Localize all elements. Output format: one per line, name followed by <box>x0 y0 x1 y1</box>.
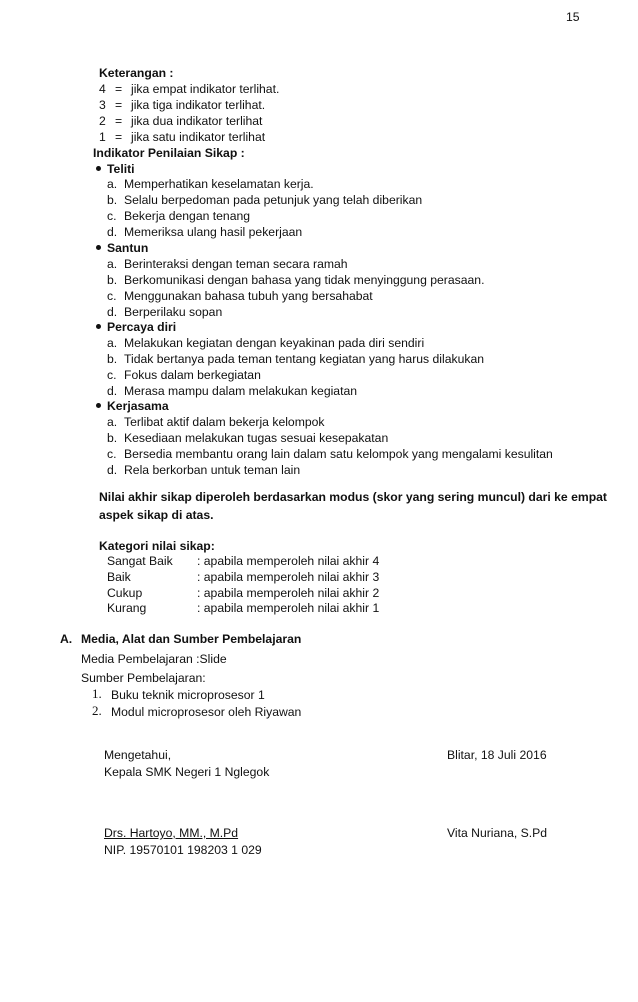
keterangan-equals: = <box>115 82 123 96</box>
kategori-label: Sangat Baik <box>107 554 173 568</box>
keterangan-text: jika satu indikator terlihat <box>131 130 266 144</box>
mengetahui-label: Mengetahui, <box>104 748 172 762</box>
section-heading: Media, Alat dan Sumber Pembelajaran <box>81 632 302 646</box>
signatory-right-name: Vita Nuriana, S.Pd <box>447 826 548 840</box>
item-letter: d. <box>107 305 118 319</box>
item-letter: c. <box>107 209 117 223</box>
indikator-item: Rela berkorban untuk teman lain <box>124 463 301 477</box>
source-number: 2. <box>92 703 102 718</box>
indikator-item: Memperhatikan keselamatan kerja. <box>124 177 314 191</box>
kategori-desc: : apabila memperoleh nilai akhir 4 <box>197 554 380 568</box>
indikator-item: Melakukan kegiatan dengan keyakinan pada diri sendiri <box>124 336 425 350</box>
place-date: Blitar, 18 Juli 2016 <box>447 748 547 762</box>
indikator-item: Kesediaan melakukan tugas sesuai kesepakatan <box>124 431 389 445</box>
keterangan-equals: = <box>115 130 123 144</box>
kepala-label: Kepala SMK Negeri 1 Nglegok <box>104 765 270 779</box>
kategori-desc: : apabila memperoleh nilai akhir 3 <box>197 570 380 584</box>
indikator-item: Memeriksa ulang hasil pekerjaan <box>124 225 303 239</box>
kategori-title: Kategori nilai sikap: <box>99 539 215 553</box>
section-letter: A. <box>60 632 73 646</box>
keterangan-text: jika empat indikator terlihat. <box>131 82 280 96</box>
source-item: Buku teknik microprosesor 1 <box>111 688 265 702</box>
item-letter: c. <box>107 368 117 382</box>
item-letter: a. <box>107 257 118 271</box>
kategori-label: Cukup <box>107 586 143 600</box>
indikator-item: Berperilaku sopan <box>124 305 223 319</box>
kategori-desc: : apabila memperoleh nilai akhir 2 <box>197 586 380 600</box>
item-letter: a. <box>107 177 118 191</box>
indikator-item: Bekerja dengan tenang <box>124 209 251 223</box>
item-letter: d. <box>107 463 118 477</box>
keterangan-number: 4 <box>99 82 106 96</box>
item-letter: d. <box>107 384 118 398</box>
indikator-item: Tidak bertanya pada teman tentang kegiatan yang harus dilakukan <box>124 352 485 366</box>
keterangan-text: jika dua indikator terlihat <box>131 114 263 128</box>
group-heading-santun: Santun <box>96 240 148 256</box>
signatory-left-name: Drs. Hartoyo, MM., M.Pd <box>104 826 239 840</box>
sumber-line: Sumber Pembelajaran: <box>81 671 206 685</box>
indikator-item: Berinteraksi dengan teman secara ramah <box>124 257 348 271</box>
kategori-desc: : apabila memperoleh nilai akhir 1 <box>197 601 380 615</box>
item-letter: b. <box>107 193 118 207</box>
item-letter: a. <box>107 415 118 429</box>
signatory-left-nip: NIP. 19570101 198203 1 029 <box>104 843 262 857</box>
nilai-akhir-line-1: Nilai akhir sikap diperoleh berdasarkan modus (skor yang sering muncul) dari ke empat <box>99 490 607 504</box>
indikator-item: Merasa mampu dalam melakukan kegiatan <box>124 384 358 398</box>
item-letter: a. <box>107 336 118 350</box>
group-heading-teliti: Teliti <box>96 161 135 177</box>
media-line: Media Pembelajaran :Slide <box>81 652 227 666</box>
source-item: Modul microprosesor oleh Riyawan <box>111 705 302 719</box>
page-number: 15 <box>566 10 580 24</box>
item-letter: d. <box>107 225 118 239</box>
keterangan-number: 2 <box>99 114 106 128</box>
indikator-item: Menggunakan bahasa tubuh yang bersahabat <box>124 289 373 303</box>
item-letter: b. <box>107 431 118 445</box>
kategori-label: Kurang <box>107 601 147 615</box>
keterangan-number: 3 <box>99 98 106 112</box>
indikator-item: Bersedia membantu orang lain dalam satu kelompok yang mengalami kesulitan <box>124 447 553 461</box>
item-letter: c. <box>107 447 117 461</box>
indikator-title: Indikator Penilaian Sikap : <box>93 146 245 160</box>
keterangan-equals: = <box>115 98 123 112</box>
item-letter: b. <box>107 352 118 366</box>
item-letter: c. <box>107 289 117 303</box>
keterangan-equals: = <box>115 114 123 128</box>
indikator-item: Berkomunikasi dengan bahasa yang tidak menyinggung perasaan. <box>124 273 485 287</box>
keterangan-text: jika tiga indikator terlihat. <box>131 98 266 112</box>
kategori-label: Baik <box>107 570 131 584</box>
indikator-item: Terlibat aktif dalam bekerja kelompok <box>124 415 325 429</box>
nilai-akhir-line-2: aspek sikap di atas. <box>99 508 214 522</box>
indikator-item: Fokus dalam berkegiatan <box>124 368 261 382</box>
keterangan-title: Keterangan : <box>99 66 174 80</box>
source-number: 1. <box>92 686 102 701</box>
keterangan-number: 1 <box>99 130 106 144</box>
item-letter: b. <box>107 273 118 287</box>
indikator-item: Selalu berpedoman pada petunjuk yang telah diberikan <box>124 193 423 207</box>
group-heading-percaya-diri: Percaya diri <box>96 319 176 335</box>
group-heading-kerjasama: Kerjasama <box>96 398 169 414</box>
